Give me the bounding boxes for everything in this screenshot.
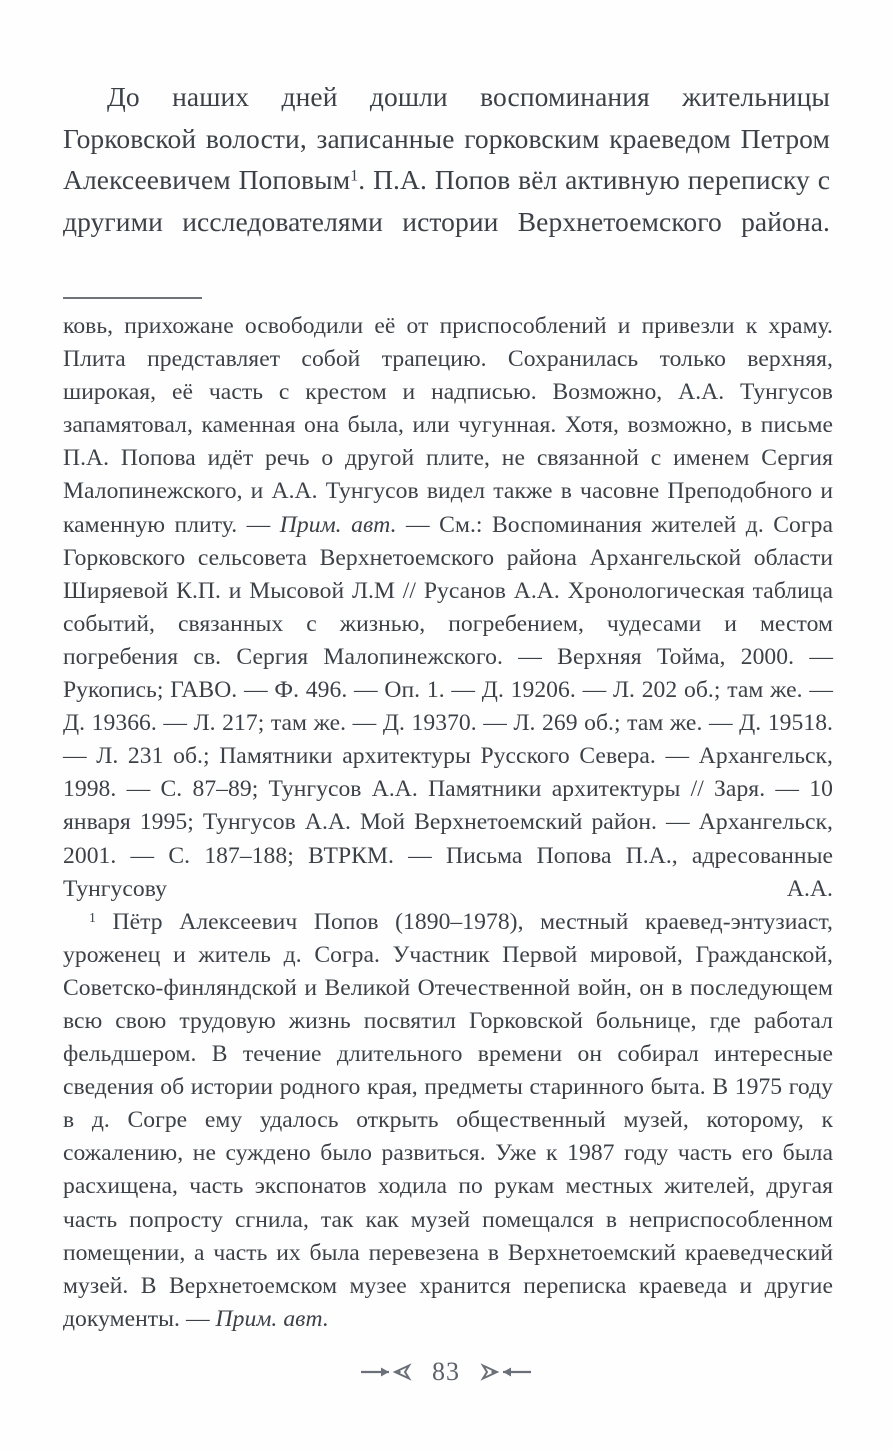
body-text-block (63, 76, 830, 242)
footnote-continued (63, 310, 833, 906)
footnote-separator-rule (63, 297, 202, 299)
footnote-block (63, 310, 833, 1336)
body-paragraph-text: До наших дней дошли воспоминания жительницы Горковской волости, записанные горковским краеведом Петром Алексеевичем Поповым (63, 81, 830, 195)
footnote-number-marker: 1 (89, 909, 96, 925)
footnote-one-italic-attribution: Прим. авт. (215, 1305, 329, 1332)
footnote-one (63, 906, 833, 1336)
page-folio (0, 1357, 892, 1387)
left-arrow-flourish-ornament-icon (359, 1362, 421, 1382)
footnote-continued-part2: — См.: Воспоминания жителей д. Согра Горковского сельсовета Верхнетоемского района Архангельской области Ширяевой К.П. и Мысовой Л.М // Русанов А.А. Хронологическая таблица событий, связанных с жизнью, погребением, чудесами и местом погребения св. Сергия Малопинежского. — Верхняя Тойма, 2000. — Рукопись; ГАВО. — Ф. 496. — Оп. 1. — Д. 19206. — Л. 202 об.; там же. — Д. 19366. — Л. 217; там же. — Д. 19370. — Л. 269 об.; там же. — Д. 19518. — Л. 231 об.; Памятники архитектуры Русского Севера. — Архангельск, 1998. — С. 87–89; Тунгусов А.А. Памятники архитектуры // Заря. — 10 января 1995; Тунгусов А.А. Мой Верхнетоемский район. — Архангельск, 2001. — С. 187–188; ВТРКМ. — Письма Попова П.А., адресованные Тунгусову А.А. (63, 511, 833, 902)
body-paragraph (63, 76, 830, 242)
right-arrow-flourish-ornament-icon (471, 1362, 533, 1382)
footnote-continued-italic-attribution: Прим. авт. (279, 511, 397, 538)
footnote-one-text: Пётр Алексеевич Попов (1890–1978), местный краевед-энтузиаст, уроженец и житель д. Согра. Участник Первой мировой, Гражданской, Советско-финляндской и Великой Отечественной войн, он в последующем всю свою трудовую жизнь посвятил Горковской больнице, где работал фельдшером. В течение длительного времени он собирал интересные сведения об истории родного края, предметы старинного быта. В 1975 году в д. Согре ему удалось открыть общественный музей, которому, к сожалению, не суждено было развиться. Уже к 1987 году часть его была расхищена, часть экспонатов ходила по рукам местных жителей, другая часть попросту сгнила, так как музей помещался в неприспособленном помещении, а часть их была перевезена в Верхнетоемский краеведческий музей. В Верхнетоемском музее хранится переписка краеведа и другие документы. — (63, 908, 833, 1332)
footnote-reference-marker[interactable]: 1 (350, 167, 359, 185)
footnote-continued-part1: ковь, прихожане освободили её от приспособлений и привезли к храму. Плита представляет собой трапецию. Сохранилась только верхняя, широкая, её часть с крестом и надписью. Возможно, А.А. Тунгусов запамятовал, каменная она была, или чугунная. Хотя, возможно, в письме П.А. Попова идёт речь о другой плите, не связанной с именем Сергия Малопинежского, и А.А. Тунгусов видел также в часовне Преподобного и каменную плиту. — (63, 313, 833, 538)
body-paragraph-tail: . П.А. Попов вёл активную переписку с другими исследователями истории Верхнетоемского района. (63, 164, 830, 237)
page-number: 83 (432, 1357, 460, 1386)
